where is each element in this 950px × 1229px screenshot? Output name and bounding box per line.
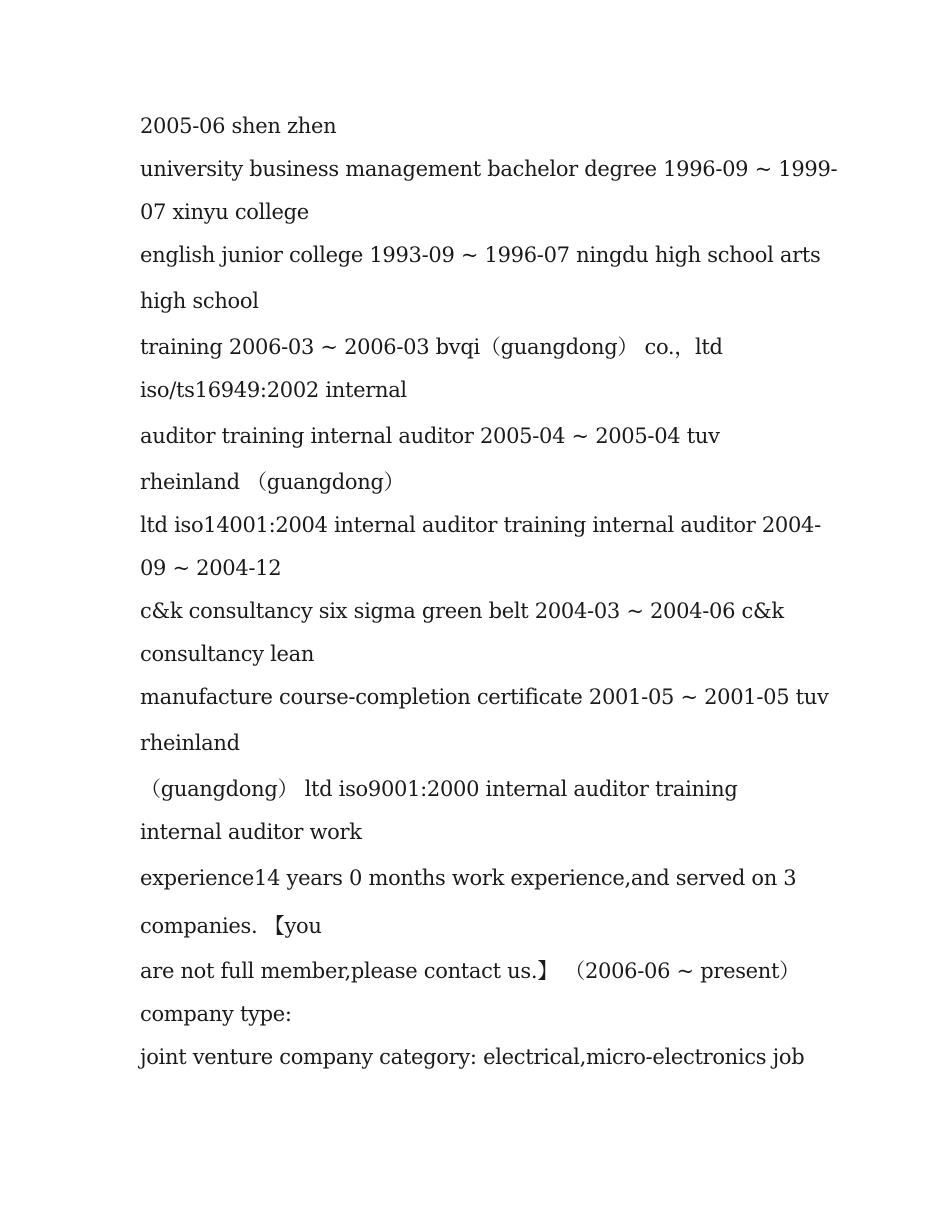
text-line: english junior college 1993-09 ~ 1996-07 ningdu high school arts <box>140 243 821 267</box>
resume-text-block <box>140 106 838 1080</box>
text-line: high school <box>140 289 259 313</box>
text-line: companies. 【you <box>140 914 322 938</box>
text-line: internal auditor work <box>140 820 362 844</box>
text-line: manufacture course-completion certificate 2001-05 ~ 2001-05 tuv <box>140 685 829 709</box>
text-line: company type: <box>140 1002 292 1026</box>
text-line: experience14 years 0 months work experience,and served on 3 <box>140 866 797 890</box>
text-line: 07 xinyu college <box>140 200 309 224</box>
text-line: rheinland <box>140 731 240 755</box>
text-line: 2005-06 shen zhen <box>140 114 337 138</box>
text-line: auditor training internal auditor 2005-04 ~ 2005-04 tuv <box>140 424 720 448</box>
text-line: joint venture company category: electrical,micro-electronics job <box>140 1045 805 1069</box>
text-line: rheinland （guangdong） <box>140 470 405 494</box>
text-line: （guangdong） ltd iso9001:2000 internal auditor training <box>140 777 738 801</box>
text-line: iso/ts16949:2002 internal <box>140 378 407 402</box>
text-line: training 2006-03 ~ 2006-03 bvqi（guangdong） co.，ltd <box>140 335 723 359</box>
text-line: consultancy lean <box>140 642 315 666</box>
text-line: 09 ~ 2004-12 <box>140 556 282 580</box>
text-line: c&k consultancy six sigma green belt 2004-03 ~ 2004-06 c&k <box>140 599 784 623</box>
text-line: ltd iso14001:2004 internal auditor training internal auditor 2004- <box>140 513 821 537</box>
text-line: are not full member,please contact us.】 （2006-06 ~ present） <box>140 959 800 983</box>
text-line: university business management bachelor degree 1996-09 ~ 1999- <box>140 157 838 181</box>
